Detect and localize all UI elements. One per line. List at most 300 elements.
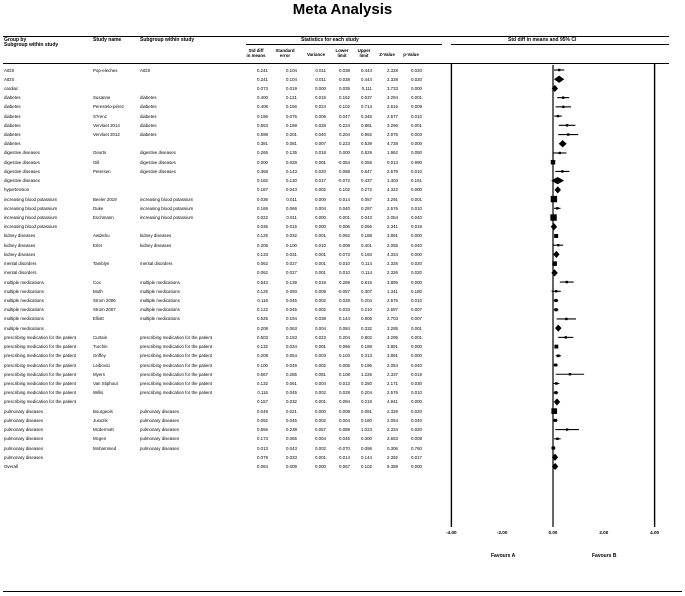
point-estimate-square — [554, 345, 558, 349]
favours-left-label: Favours A — [491, 553, 516, 559]
cell-std-diff: 0.381 — [257, 141, 268, 147]
bottom-rule — [3, 591, 682, 592]
cell-z-value: 2.576 — [387, 390, 398, 396]
cell-std-diff: 0.400 — [257, 95, 268, 101]
point-estimate-square — [554, 419, 557, 422]
cell-subgroup: prescribing medication for the patient — [140, 362, 212, 368]
cell-std-error: 0.061 — [286, 380, 297, 386]
cell-p-value: 0.000 — [411, 233, 422, 239]
cell-std-error: 0.153 — [286, 334, 297, 340]
cell-upper: 0.204 — [361, 298, 372, 303]
header-lower-limit: Lower limit — [335, 48, 349, 59]
point-estimate-square — [552, 261, 557, 266]
cell-study: Mcdermott — [93, 427, 114, 433]
cell-std-diff: 0.092 — [257, 417, 268, 423]
cell-z-value: 3.296 — [387, 122, 398, 128]
study-mark — [559, 124, 576, 126]
cell-upper: 0.802 — [361, 334, 372, 340]
cell-p-value: 0.007 — [411, 307, 422, 313]
cell-upper: 0.180 — [361, 417, 372, 423]
study-mark — [552, 261, 557, 266]
cell-upper: 0.332 — [361, 325, 372, 331]
cell-subgroup: digestive diseases — [140, 150, 176, 156]
cell-group: AIDS — [4, 67, 15, 73]
cell-lower: 0.028 — [339, 390, 350, 396]
cell-std-error: 0.104 — [286, 67, 297, 73]
point-estimate-square — [555, 382, 558, 385]
summary-diamond — [553, 251, 559, 258]
cell-group: cardiac — [4, 85, 19, 91]
cell-variance: 0.000 — [315, 196, 326, 202]
summary-diamond — [554, 398, 560, 405]
cell-study: Tamblyn — [93, 261, 110, 267]
cell-z-value: 2.055 — [387, 242, 398, 248]
cell-study: Mohammed — [93, 445, 117, 451]
cell-study: Bourgeois — [93, 408, 113, 414]
cell-std-error: 0.104 — [286, 76, 297, 82]
cell-std-diff: 0.157 — [257, 399, 268, 405]
cell-p-value: 0.019 — [411, 224, 422, 230]
cell-variance: 0.000 — [315, 408, 326, 414]
cell-z-value: 3.294 — [387, 95, 398, 101]
cell-upper: 0.114 — [361, 261, 372, 267]
cell-z-value: 4.941 — [387, 399, 398, 405]
cell-upper: 0.637 — [361, 95, 372, 101]
cell-lower: 0.067 — [339, 463, 350, 469]
cell-z-value: 0.306 — [387, 445, 398, 451]
point-estimate-square — [569, 373, 571, 375]
cell-subgroup: diabetes — [140, 122, 157, 128]
cell-group: kidney diseases — [4, 233, 36, 239]
cell-lower: 0.224 — [339, 122, 350, 128]
cell-std-error: 0.201 — [286, 132, 297, 138]
study-mark — [554, 69, 564, 71]
cell-group: Overall — [4, 463, 18, 469]
cell-subgroup: multiple medications — [140, 279, 180, 285]
cell-p-value: 0.000 — [411, 187, 422, 193]
cell-z-value: 3.895 — [387, 279, 398, 285]
summary-diamond — [559, 140, 567, 147]
cell-variance: 0.017 — [315, 178, 326, 184]
cell-upper: 0.444 — [361, 76, 372, 82]
header-study-name: Study name — [93, 37, 122, 43]
cell-study: Mcgen — [93, 436, 107, 442]
cell-std-error: 0.049 — [286, 362, 297, 368]
cell-std-diff: 0.598 — [257, 132, 268, 138]
cell-p-value: 0.020 — [411, 408, 422, 414]
point-estimate-square — [554, 391, 557, 394]
point-estimate-square — [556, 207, 558, 209]
cell-std-diff: 0.553 — [257, 122, 268, 128]
cell-std-diff: 0.556 — [257, 427, 268, 433]
cell-group: multiple medications — [4, 279, 44, 285]
point-estimate-square — [561, 170, 563, 172]
point-estimate-square — [562, 106, 564, 108]
cell-variance: 0.001 — [315, 261, 326, 267]
cell-subgroup: pulmonary diseases — [140, 408, 180, 414]
cell-study: Petersen — [93, 168, 111, 174]
cell-z-value: 4.322 — [387, 187, 398, 193]
cell-variance: 0.018 — [315, 150, 326, 156]
cell-variance: 0.015 — [315, 95, 326, 101]
cell-group: pulmonary diseases — [4, 445, 44, 451]
cell-std-diff: 0.241 — [257, 67, 268, 73]
cell-upper: 0.529 — [361, 150, 372, 156]
cell-subgroup: increasing blood potassium — [140, 196, 194, 202]
cell-study: Jusuzik — [93, 417, 108, 423]
cell-group: pulmonary diseases — [4, 417, 44, 423]
cell-p-value: 0.000 — [411, 463, 422, 469]
cell-variance: 0.002 — [315, 362, 326, 368]
cell-z-value: 2.579 — [387, 168, 398, 174]
x-tick-label: 0.00 — [548, 530, 558, 535]
cell-group: diabetes — [4, 122, 21, 128]
cell-z-value: 3.733 — [387, 85, 398, 91]
cell-variance: 0.004 — [315, 205, 326, 211]
cell-lower: 0.008 — [339, 408, 350, 414]
cell-study: Erler — [93, 242, 103, 248]
cell-group: prescribing medication for the patient — [4, 353, 76, 359]
cell-group: increasing blood potassium — [4, 196, 58, 202]
cell-group: increasing blood potassium — [4, 215, 58, 221]
cell-std-diff: 0.208 — [257, 325, 268, 331]
header-statistics: Statistics for each study — [301, 37, 359, 43]
summary-diamond — [555, 186, 561, 193]
cell-study: Eschmann — [93, 215, 114, 221]
header-std-error: Standard error — [275, 48, 295, 59]
cell-p-value: 0.001 — [411, 122, 422, 128]
cell-std-diff: 0.173 — [257, 436, 268, 442]
cell-z-value: 2.328 — [387, 67, 398, 73]
cell-upper: 0.055 — [361, 159, 372, 165]
point-estimate-square — [552, 446, 555, 449]
cell-std-diff: 0.022 — [257, 215, 268, 221]
cell-study: Pop-eleches — [93, 67, 118, 73]
cell-variance: 0.000 — [315, 224, 326, 230]
cell-p-value: 0.001 — [411, 334, 422, 340]
cell-subgroup: kidney diseases — [140, 233, 172, 239]
cell-subgroup: diabetes — [140, 113, 157, 119]
header-group-by: Group by — [4, 37, 27, 43]
point-estimate-square — [554, 299, 557, 302]
cell-std-error: 0.031 — [286, 251, 297, 257]
cell-std-error: 0.081 — [286, 141, 297, 147]
cell-group: increasing blood potassium — [4, 205, 58, 211]
cell-z-value: 2.576 — [387, 205, 398, 211]
cell-upper: 0.219 — [361, 399, 372, 405]
cell-upper: 0.210 — [361, 307, 372, 313]
cell-variance: 0.011 — [315, 67, 326, 73]
cell-std-diff: 0.062 — [257, 270, 268, 276]
study-mark — [554, 438, 560, 440]
cell-subgroup: pulmonary diseases — [140, 417, 180, 423]
cell-lower: 0.045 — [339, 436, 350, 442]
cell-group: digestive diseases — [4, 168, 40, 174]
cell-lower: -0.057 — [337, 288, 350, 294]
cell-std-error: 0.015 — [286, 224, 297, 230]
cell-std-error: 0.011 — [286, 215, 297, 221]
cell-std-error: 0.045 — [286, 390, 297, 396]
cell-study: Perestelo-pérez — [93, 104, 124, 110]
cell-p-value: 0.017 — [411, 454, 422, 460]
summary-diamond — [555, 325, 561, 332]
study-mark — [551, 408, 557, 414]
point-estimate-square — [566, 281, 568, 283]
cell-z-value: 3.285 — [387, 325, 398, 331]
cell-group: kidney diseases — [4, 251, 36, 257]
x-tick-label: 2.00 — [599, 530, 609, 535]
cell-subgroup: multiple medications — [140, 298, 180, 303]
favours-right-label: Favours B — [592, 553, 617, 559]
cell-z-value: 3.891 — [387, 233, 398, 239]
cell-variance: 0.000 — [315, 215, 326, 221]
cell-upper: 0.114 — [361, 270, 372, 276]
cell-variance: 0.001 — [315, 159, 326, 165]
cell-z-value: 2.328 — [387, 76, 398, 82]
study-mark — [560, 281, 574, 283]
cell-lower: 0.010 — [339, 270, 350, 276]
cell-group: pulmonary diseases — [4, 427, 44, 433]
study-mark — [554, 207, 561, 209]
cell-std-diff: 0.000 — [257, 159, 268, 165]
cell-std-diff: 0.169 — [257, 205, 268, 211]
cell-variance: 0.000 — [315, 463, 326, 469]
cell-lower: 0.033 — [339, 307, 350, 313]
cell-upper: 0.196 — [361, 362, 372, 368]
cell-z-value: 2.337 — [387, 371, 398, 377]
cell-upper: 1.226 — [361, 371, 372, 377]
summary-mark — [555, 186, 561, 193]
cell-study: Leibovici — [93, 362, 111, 368]
header-variance: Variance — [306, 52, 326, 57]
cell-group: prescribing medication for the patient — [4, 371, 76, 377]
cell-group: multiple medications — [4, 325, 44, 331]
cell-p-value: 0.000 — [411, 399, 422, 405]
study-mark — [555, 428, 579, 430]
cell-p-value: 0.010 — [411, 298, 422, 303]
header-p-value: p-Value — [403, 52, 419, 57]
cell-std-error: 0.032 — [286, 233, 297, 239]
cell-variance: 0.002 — [315, 307, 326, 313]
cell-upper: 0.066 — [361, 224, 372, 230]
cell-z-value: 2.577 — [387, 113, 398, 119]
cell-upper: 0.250 — [361, 380, 372, 386]
cell-upper: 0.444 — [361, 67, 372, 73]
summary-mark — [559, 140, 567, 147]
point-estimate-square — [562, 96, 564, 98]
cell-std-error: 0.028 — [286, 159, 297, 165]
cell-lower: 0.010 — [339, 261, 350, 267]
study-mark — [553, 364, 558, 367]
study-mark — [554, 299, 558, 302]
cell-std-error: 0.009 — [286, 463, 297, 469]
cell-z-value: 1.962 — [387, 150, 398, 156]
cell-std-diff: 0.667 — [257, 371, 268, 377]
cell-p-value: 0.000 — [411, 141, 422, 147]
cell-group: digestive diseases — [4, 150, 40, 156]
cell-z-value: 9.388 — [387, 463, 398, 469]
cell-upper: 0.272 — [361, 187, 372, 193]
cell-group: prescribing medication for the patient — [4, 362, 76, 368]
study-mark — [556, 106, 572, 108]
cell-group: diabetes — [4, 95, 21, 101]
cell-p-value: 0.000 — [411, 353, 422, 359]
cell-z-value: 2.054 — [387, 215, 398, 221]
cell-group: AIDS — [4, 76, 15, 82]
cell-subgroup: digestive diseases — [140, 159, 176, 165]
cell-lower: -0.070 — [337, 445, 350, 451]
cell-study: Vervloet 2012 — [93, 132, 120, 138]
cell-group: prescribing medication for the patient — [4, 344, 76, 350]
cell-subgroup: mental disorders — [140, 261, 173, 267]
cell-lower: 0.204 — [339, 334, 350, 340]
cell-study: Van Stiphout — [93, 380, 118, 386]
cell-p-value: 0.010 — [411, 205, 422, 211]
cell-study: Turchin — [93, 344, 108, 350]
study-mark — [555, 170, 569, 172]
study-mark — [551, 196, 557, 202]
cell-variance: 0.002 — [315, 390, 326, 396]
cell-variance: 0.057 — [315, 427, 326, 433]
cell-std-error: 0.066 — [286, 205, 297, 211]
cell-upper: 0.188 — [361, 233, 372, 239]
cell-z-value: 1.403 — [387, 178, 398, 184]
cell-std-diff: 0.182 — [257, 178, 268, 184]
cell-std-diff: 0.408 — [257, 104, 268, 110]
cell-lower: 0.144 — [339, 316, 350, 322]
summary-mark — [551, 269, 557, 276]
summary-mark — [555, 325, 561, 332]
header-subgroup: Subgroup within study — [140, 37, 195, 43]
study-mark — [554, 345, 558, 349]
cell-p-value: 0.050 — [411, 150, 422, 156]
cell-p-value: 0.010 — [411, 390, 422, 396]
point-estimate-square — [557, 354, 560, 357]
cell-z-value: 3.891 — [387, 353, 398, 359]
cell-study: Curtain — [93, 334, 108, 340]
point-estimate-square — [551, 196, 557, 202]
point-estimate-square — [566, 124, 568, 126]
cell-p-value: 0.030 — [411, 380, 422, 386]
cell-group: pulmonary diseases — [4, 454, 44, 460]
cell-subgroup: prescribing medication for the patient — [140, 334, 212, 340]
cell-upper: 0.992 — [361, 132, 372, 138]
cell-std-diff: 0.079 — [257, 454, 268, 460]
cell-upper: 0.307 — [361, 288, 372, 294]
cell-subgroup: increasing blood potassium — [140, 205, 194, 211]
study-mark — [553, 244, 563, 246]
cell-lower: 0.102 — [339, 104, 350, 110]
cell-std-error: 0.027 — [286, 261, 297, 267]
point-estimate-square — [554, 234, 558, 238]
cell-std-diff: 0.368 — [257, 168, 268, 174]
study-mark — [558, 133, 578, 135]
cell-study: Geurts — [93, 150, 107, 156]
cell-p-value: 0.003 — [411, 132, 422, 138]
cell-z-value: 2.392 — [387, 454, 398, 460]
cell-study: Muth — [93, 288, 103, 294]
cell-study: Vervloet 2014 — [93, 122, 120, 128]
cell-z-value: 3.291 — [387, 196, 398, 202]
cell-subgroup: multiple medications — [140, 288, 180, 294]
cell-std-diff: 0.100 — [257, 362, 268, 368]
point-estimate-square — [559, 152, 561, 154]
point-estimate-square — [566, 428, 568, 430]
cell-variance: 0.001 — [315, 233, 326, 239]
cell-upper: 0.193 — [361, 251, 372, 257]
cell-p-value: 0.180 — [411, 288, 422, 294]
cell-lower: 0.103 — [339, 353, 350, 359]
cell-upper: 0.204 — [361, 390, 372, 396]
cell-lower: 0.040 — [339, 205, 350, 211]
chart-title: Meta Analysis — [292, 1, 393, 18]
cell-variance: 0.001 — [315, 251, 326, 257]
cell-p-value: 0.008 — [411, 436, 422, 442]
cell-upper: 0.345 — [361, 113, 372, 119]
header-z-value: Z-Value — [379, 52, 395, 57]
cell-study: S?renz — [93, 113, 107, 119]
cell-study: Strom 2007 — [93, 307, 116, 313]
cell-variance: 0.020 — [315, 168, 326, 174]
cell-std-error: 0.285 — [286, 371, 297, 377]
cell-variance: 0.002 — [315, 187, 326, 193]
cell-z-value: 2.975 — [387, 132, 398, 138]
cell-p-value: 0.019 — [411, 371, 422, 377]
header-std-diff: Std diff in means — [246, 48, 266, 59]
study-mark — [550, 214, 556, 220]
cell-z-value: 2.616 — [387, 104, 398, 110]
cell-upper: 0.401 — [361, 242, 372, 248]
summary-mark — [551, 223, 557, 230]
x-tick-label: 4.00 — [650, 530, 660, 535]
cell-lower: 0.014 — [339, 196, 350, 202]
cell-z-value: 0.013 — [387, 159, 398, 165]
cell-std-error: 0.139 — [286, 279, 297, 285]
cell-lower: 0.204 — [339, 132, 350, 138]
cell-study: Griffey — [93, 353, 106, 359]
study-mark — [556, 354, 561, 357]
cell-group: prescribing medication for the patient — [4, 399, 76, 405]
cell-std-diff: 0.036 — [257, 224, 268, 230]
cell-group: multiple medications — [4, 298, 44, 303]
cell-std-error: 0.027 — [286, 270, 297, 276]
cell-subgroup: prescribing medication for the patient — [140, 390, 212, 396]
cell-variance: 0.038 — [315, 316, 326, 322]
point-estimate-square — [551, 160, 555, 164]
cell-variance: 0.000 — [315, 85, 326, 91]
cell-std-error: 0.143 — [286, 168, 297, 174]
cell-z-value: 2.697 — [387, 307, 398, 313]
cell-lower: 0.073 — [339, 251, 350, 257]
cell-lower: 0.066 — [339, 344, 350, 350]
cell-study: Duke — [93, 205, 104, 211]
cell-p-value: 0.000 — [411, 279, 422, 285]
cell-upper: 0.096 — [361, 445, 372, 451]
cell-std-error: 0.194 — [286, 316, 297, 322]
cell-upper: 0.714 — [361, 104, 372, 110]
cell-z-value: 2.576 — [387, 298, 398, 303]
cell-std-error: 0.045 — [286, 417, 297, 423]
cell-lower: -0.072 — [337, 178, 350, 184]
cell-subgroup: prescribing medication for the patient — [140, 344, 212, 350]
cell-std-diff: 0.196 — [257, 113, 268, 119]
cell-std-error: 0.043 — [286, 187, 297, 193]
cell-study: Awdishu — [93, 233, 110, 239]
cell-lower: 0.035 — [339, 85, 350, 91]
cell-p-value: 0.001 — [411, 95, 422, 101]
cell-group: mental disorders — [4, 261, 37, 267]
cell-subgroup: diabetes — [140, 104, 157, 110]
